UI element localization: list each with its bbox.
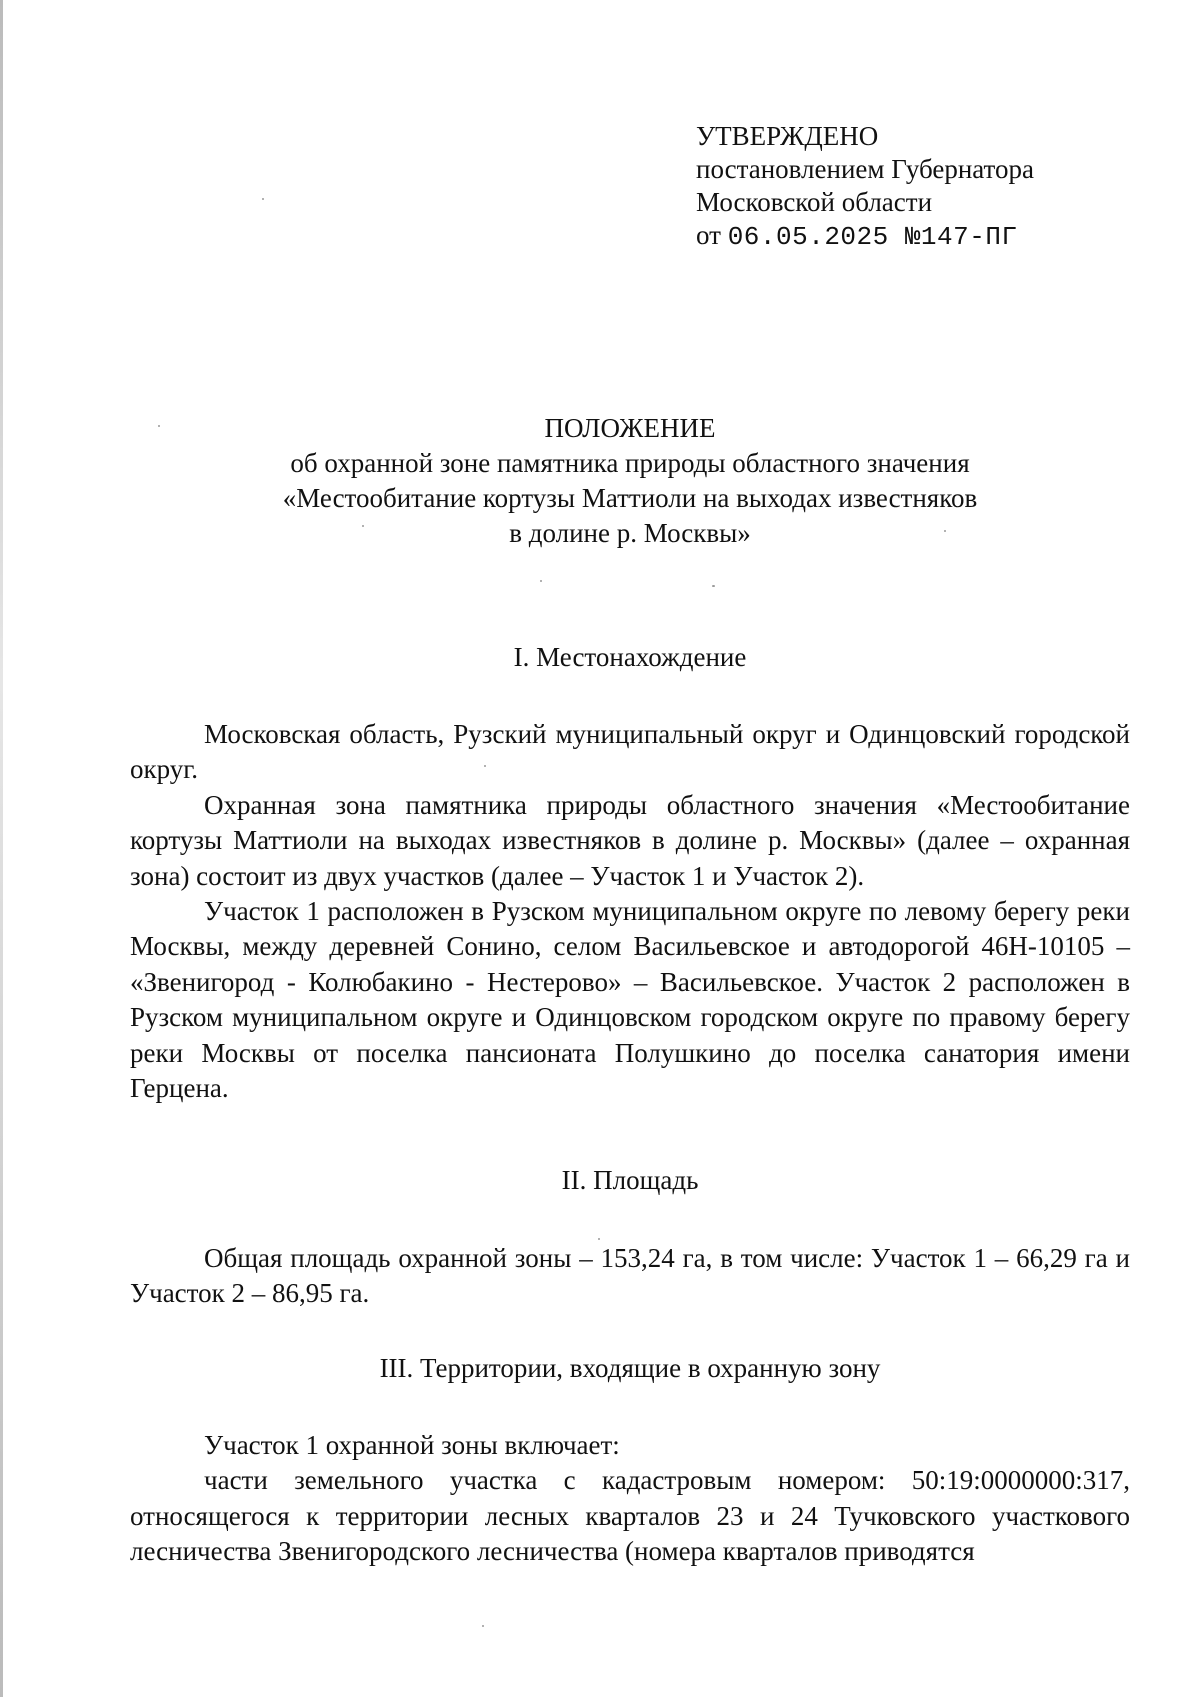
approval-stamp xyxy=(696,120,1034,254)
paragraph: Участок 1 расположен в Рузском муниципальном округе по левому берегу реки Москвы, между деревней Сонино, селом Васильевское и автодорогой 46Н-10105 – «Звенигород - Колюбакино - Нестерово» – Васильевское. Участок 2 расположен в Рузском муниципальном округе и Одинцовском городском округе по правому берегу реки Москвы от поселка пансионата Полушкино до поселка санатория имени Герцена. xyxy=(130,896,1130,1104)
approval-line: постановлением Губернатора xyxy=(696,154,1034,184)
scan-speck xyxy=(540,580,542,582)
scan-edge xyxy=(0,0,3,1697)
scan-speck xyxy=(158,425,160,427)
paragraph: Участок 1 охранной зоны включает: xyxy=(204,1430,620,1460)
document-subtitle-line: в долине р. Москвы» xyxy=(509,518,751,548)
section-location-body xyxy=(130,717,1130,1106)
paragraph: части земельного участка с кадастровым номером: 50:19:0000000:317, относящегося к территории лесных кварталов 23 и 24 Тучковского участкового лесничества Звенигородского лесничества (номера кварталов приводятся xyxy=(130,1465,1130,1567)
paragraph: Охранная зона памятника природы областного значения «Местообитание кортузы Маттиоли на выходах известняков в долине р. Москвы» (далее – охранная зона) состоит из двух участков (далее – Участок 1 и Участок 2). xyxy=(130,789,1130,891)
section-heading-location: I. Местонахождение xyxy=(513,642,747,672)
approval-title: УТВЕРЖДЕНО xyxy=(696,121,879,151)
approval-date-prefix: от xyxy=(696,220,721,250)
scan-speck xyxy=(712,585,715,587)
paragraph: Общая площадь охранной зоны – 153,24 га, в том числе: Участок 1 – 66,29 га и Участок 2 – 86,95 га. xyxy=(130,1243,1130,1309)
section-heading-area: II. Площадь xyxy=(561,1165,699,1195)
section-heading-territories: III. Территории, входящие в охранную зону xyxy=(379,1353,881,1383)
scan-speck xyxy=(482,1625,484,1627)
section-territories-body xyxy=(130,1428,1130,1570)
approval-line: Московской области xyxy=(696,187,933,217)
document-subtitle-line: «Местообитание кортузы Маттиоли на выходах известняков xyxy=(282,483,978,513)
scan-speck xyxy=(262,198,264,200)
document-title: ПОЛОЖЕНИЕ xyxy=(544,413,716,443)
scan-speck xyxy=(598,1238,600,1240)
document-subtitle-line: об охранной зоне памятника природы областного значения xyxy=(290,448,970,478)
document-title-block xyxy=(130,411,1130,551)
scan-speck xyxy=(362,525,364,527)
paragraph: Московская область, Рузский муниципальный округ и Одинцовский городской округ. xyxy=(130,719,1130,785)
scan-speck xyxy=(484,765,486,767)
approval-number: 06.05.2025 №147-ПГ xyxy=(727,222,1018,252)
section-area-body xyxy=(130,1241,1130,1312)
approval-date-line xyxy=(696,219,1034,254)
scan-speck xyxy=(944,530,946,532)
